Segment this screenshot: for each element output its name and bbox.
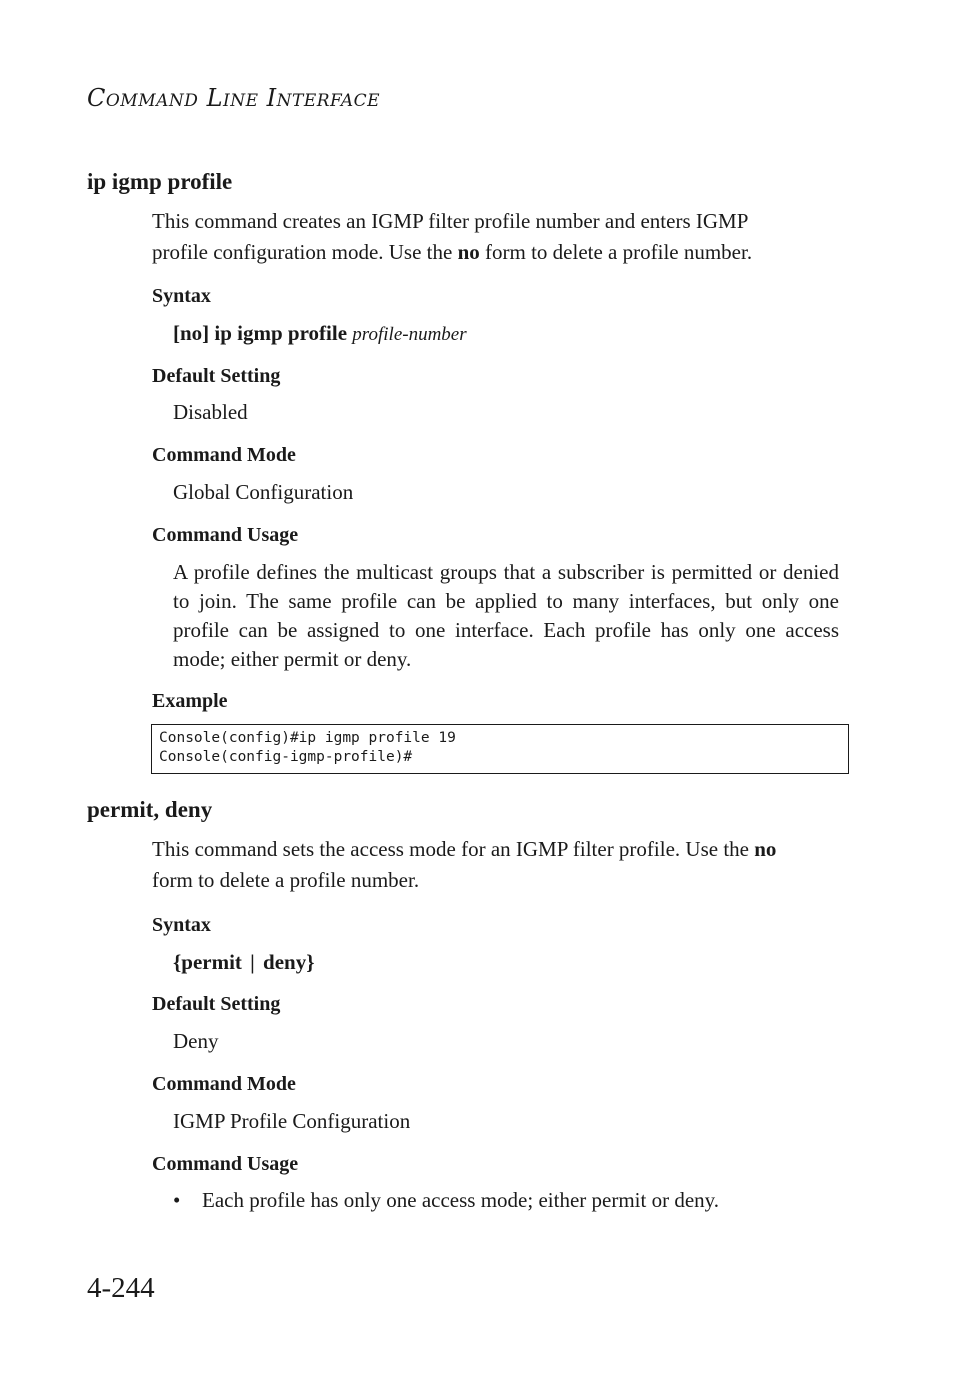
code-line: Console(config)#ip igmp profile 19 bbox=[159, 730, 456, 746]
default-setting-value: Disabled bbox=[173, 400, 248, 424]
default-setting-heading: Default Setting bbox=[152, 365, 281, 387]
default-setting-heading: Default Setting bbox=[152, 993, 281, 1015]
command-mode-value: IGMP Profile Configuration bbox=[173, 1109, 411, 1133]
intro-line: profile configuration mode. Use the no form to delete a profile number. bbox=[152, 240, 753, 264]
header-smallcaps: NTERFACE bbox=[276, 91, 381, 111]
command-mode-heading: Command Mode bbox=[152, 1073, 296, 1095]
command-usage-heading: Command Usage bbox=[152, 1153, 299, 1175]
header-smallcaps: INE bbox=[223, 91, 259, 111]
page-number: 4-244 bbox=[87, 1272, 155, 1304]
intro-line: form to delete a profile number. bbox=[152, 868, 420, 892]
code-line: Console(config-igmp-profile)# bbox=[159, 749, 413, 765]
syntax-argument: profile-number bbox=[352, 324, 467, 345]
command-mode-heading: Command Mode bbox=[152, 444, 296, 466]
section1-intro bbox=[152, 206, 752, 268]
syntax-command bbox=[173, 321, 467, 346]
header-initial: I bbox=[266, 84, 277, 112]
running-header bbox=[87, 84, 380, 112]
keyword-no: no bbox=[754, 837, 777, 861]
syntax-keyword: [no] ip igmp profile bbox=[173, 321, 348, 345]
command-mode-value: Global Configuration bbox=[173, 480, 354, 504]
header-initial: C bbox=[87, 84, 106, 112]
usage-list-item: Each profile has only one access mode; either permit or deny. bbox=[202, 1188, 720, 1212]
default-setting-value: Deny bbox=[173, 1029, 219, 1053]
intro-line: This command creates an IGMP filter profile number and enters IGMP bbox=[152, 209, 749, 233]
bullet-marker: • bbox=[173, 1188, 181, 1212]
syntax-heading: Syntax bbox=[152, 914, 211, 936]
command-usage-heading: Command Usage bbox=[152, 524, 299, 546]
example-heading: Example bbox=[152, 690, 228, 712]
syntax-command: {permit | deny} bbox=[173, 950, 315, 974]
keyword-no: no bbox=[457, 240, 480, 264]
code-example-box bbox=[151, 724, 849, 774]
syntax-heading: Syntax bbox=[152, 285, 211, 307]
intro-line: This command sets the access mode for an IGMP filter profile. Use the no bbox=[152, 837, 777, 861]
section2-intro bbox=[152, 834, 776, 896]
section-title-permit-deny: permit, deny bbox=[87, 797, 213, 822]
command-usage-text: A profile defines the multicast groups that a subscriber is permitted or denied to join. The same profile can be applied to many interfaces, but only one profile can be assigned to one interface. Each profile has only one access mode; either permit or deny. bbox=[173, 560, 839, 671]
section-title-ip-igmp-profile: ip igmp profile bbox=[87, 169, 233, 194]
header-smallcaps: OMMAND bbox=[105, 91, 199, 111]
header-initial: L bbox=[206, 84, 223, 112]
